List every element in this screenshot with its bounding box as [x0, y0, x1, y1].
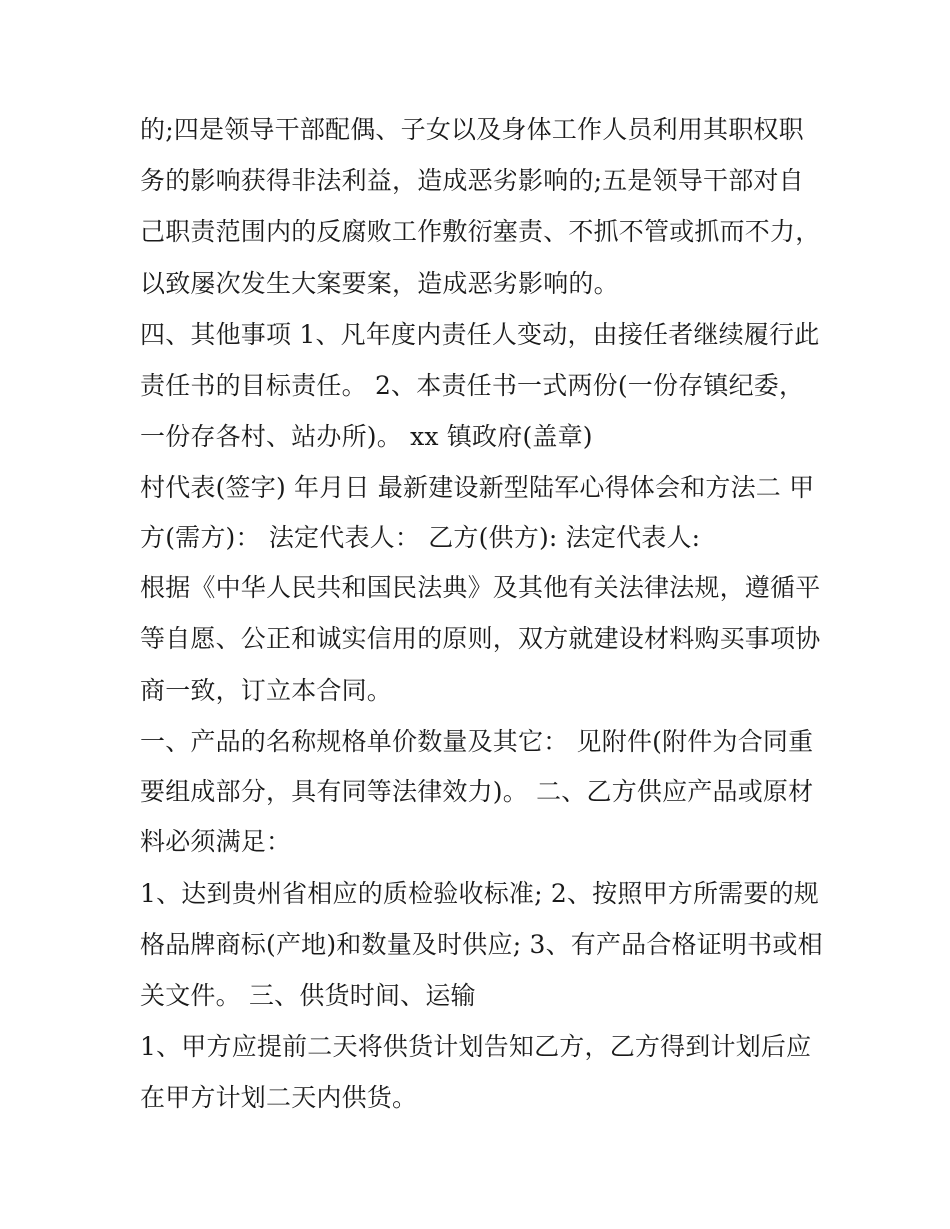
text-line: 料必须满足：: [140, 827, 292, 856]
text-line: 格品牌商标(产地)和数量及时供应; 3、有产品合格证明书或相: [140, 930, 823, 959]
text-line: 以致屡次发生大案要案，造成恶劣影响的。: [140, 269, 619, 298]
text-line: 关文件。 三、供货时间、运输: [140, 981, 476, 1010]
text-line: 己职责范围内的反腐败工作敷衍塞责、不抓不管或抓而不力，: [140, 217, 821, 246]
text-line: 要组成部分，具有同等法律效力)。 二、乙方供应产品或原材: [140, 777, 814, 806]
text-line: 方(需方)： 法定代表人： 乙方(供方): 法定代表人:: [140, 523, 701, 552]
text-line: 根据《中华人民共和国民法典》及其他有关法律法规，遵循平: [140, 573, 821, 602]
text-line: 四、其他事项 1、凡年度内责任人变动，由接任者继续履行此: [140, 320, 820, 349]
text-line: 1、甲方应提前二天将供货计划告知乙方，乙方得到计划后应: [140, 1032, 812, 1061]
text-line: 责任书的目标责任。 2、本责任书一式两份(一份存镇纪委，: [140, 371, 805, 400]
text-line: 一份存各村、站办所)。 xx 镇政府(盖章): [140, 422, 593, 451]
text-line: 一、产品的名称规格单价数量及其它： 见附件(附件为合同重: [140, 727, 814, 756]
text-line: 1、达到贵州省相应的质检验收标准; 2、按照甲方所需要的规: [140, 879, 819, 908]
text-line: 在甲方计划二天内供货。: [140, 1083, 418, 1112]
text-line: 村代表(签字) 年月日 最新建设新型陆军心得体会和方法二 甲: [140, 473, 815, 502]
text-line: 的;四是领导干部配偶、子女以及身体工作人员利用其职权职: [140, 115, 804, 144]
text-line: 等自愿、公正和诚实信用的原则，双方就建设材料购买事项协: [140, 624, 821, 653]
text-line: 商一致，订立本合同。: [140, 676, 393, 705]
text-line: 务的影响获得非法利益，造成恶劣影响的;五是领导干部对自: [140, 166, 804, 195]
